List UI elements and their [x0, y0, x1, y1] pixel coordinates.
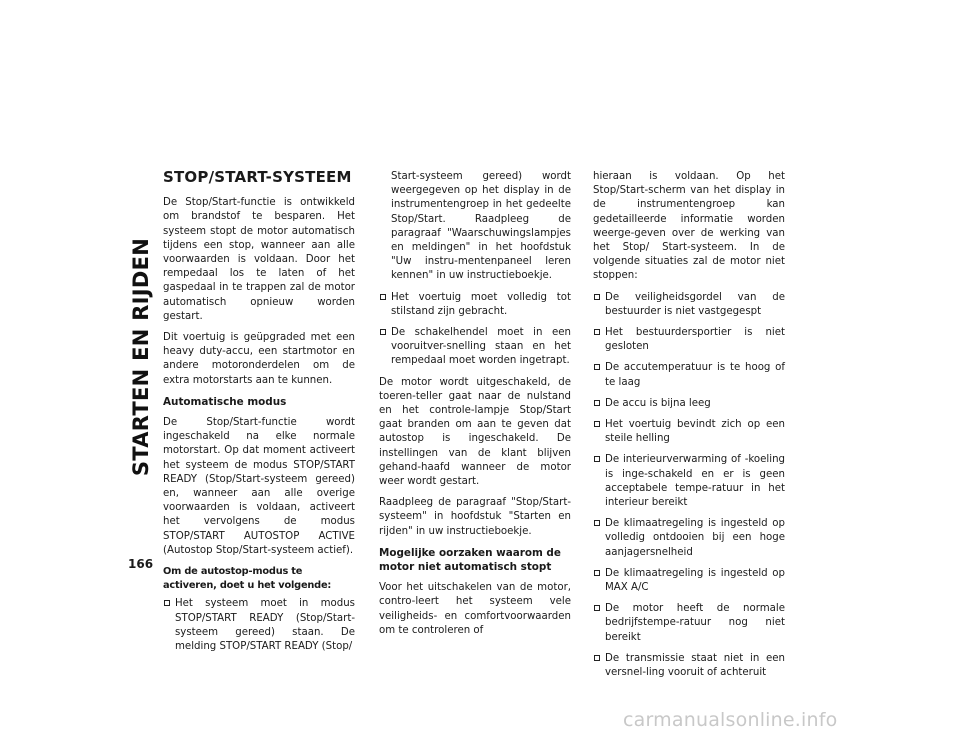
list-item: Het systeem moet in modus STOP/START READY (Stop/Start-systeem gereed) staan. De melding STOP/START READY (Stop/ [163, 597, 355, 654]
paragraph: De motor wordt uitgeschakeld, de toeren-teller gaat naar de nulstand en het controle-lampje Stop/Start gaat branden om aan te geven dat autostop is ingeschakeld. De instellingen van de klant blijven gehand-haafd wanneer de motor weer wordt gestart. [379, 376, 571, 488]
checkbox-square-icon [594, 655, 600, 661]
list-item: De motor heeft de normale bedrijfstempe-ratuur nog niet bereikt [593, 602, 785, 645]
list-item: De klimaatregeling is ingesteld op volledig ontdooien bij een hoge aanjagersnelheid [593, 517, 785, 560]
column-3 [593, 170, 785, 687]
checkbox-square-icon [164, 600, 170, 606]
paragraph: Dit voertuig is geüpgraded met een heavy duty-accu, een startmotor en andere motoronderdelen om de extra motorstarts aan te kunnen. [163, 332, 355, 386]
list-item: De klimaatregeling is ingesteld op MAX A/C [593, 567, 785, 595]
checkbox-square-icon [594, 520, 600, 526]
page-number: 166 [128, 557, 154, 571]
list-item: De schakelhendel moet in een vooruitver-snelling staan en het rempedaal moet worden ingetrapt. [379, 326, 571, 369]
checkbox-square-icon [594, 364, 600, 370]
chapter-side-title-text: STARTEN EN RIJDEN [129, 237, 153, 477]
chapter-side-title [127, 163, 155, 551]
list-item: De veiligheidsgordel van de bestuurder is niet vastgegespt [593, 291, 785, 319]
bullet-list [379, 291, 571, 369]
watermark: carmanualsonline.info [623, 709, 838, 731]
list-item: Het voertuig moet volledig tot stilstand zijn gebracht. [379, 291, 571, 319]
list-item: De accutemperatuur is te hoog of te laag [593, 361, 785, 389]
checkbox-square-icon [594, 456, 600, 462]
subheading-automatic-mode: Automatische modus [163, 395, 287, 408]
paragraph: Voor het uitschakelen van de motor, contro-leert het systeem vele veiligheids- en comfortvoorwaarden om te controleren of [379, 582, 571, 636]
list-item: Het voertuig bevindt zich op een steile helling [593, 418, 785, 446]
paragraph: De Stop/Start-functie wordt ingeschakeld na elke normale motorstart. Op dat moment activeert het systeem de modus STOP/START READY (Stop/Start-systeem gereed) en, wanneer aan alle overige voorwaarden is voldaan, activeert het vervolgens de modus STOP/START AUTOSTOP ACTIVE (Autostop Stop/Start-systeem actief). [163, 417, 355, 556]
paragraph-continuation: Start-systeem gereed) wordt weergegeven op het display in de instrumentengroep in het gedeelte Stop/Start. Raadpleeg de paragraaf "Waarschuwingslampjes en meldingen" in het hoofdstuk "Uw instru-mentenpaneel leren kennen" in uw instructieboekje. [391, 171, 571, 282]
checkbox-square-icon [380, 294, 386, 300]
paragraph: hieraan is voldaan. Op het Stop/Start-scherm van het display in de instrumentengroep kan gedetailleerde informatie worden weerge-geven over de werking van het Stop/ Start-systeem. In de volgende situaties zal de motor niet stoppen: [593, 171, 785, 282]
list-item: De accu is bijna leeg [593, 397, 785, 411]
column-1 [163, 170, 355, 661]
checkbox-square-icon [594, 421, 600, 427]
checkbox-square-icon [594, 400, 600, 406]
section-heading: STOP/START-SYSTEEM [163, 168, 352, 186]
checkbox-square-icon [594, 294, 600, 300]
bullet-list [593, 291, 785, 681]
subheading-activate-autostop: Om de autostop-modus te activeren, doet u het volgende: [163, 566, 332, 592]
list-item: Het bestuurdersportier is niet gesloten [593, 326, 785, 354]
subheading-possible-causes: Mogelijke oorzaken waarom de motor niet automatisch stopt [379, 546, 561, 574]
paragraph: Raadpleeg de paragraaf "Stop/Start-systeem" in hoofdstuk "Starten en rijden" in uw instructieboekje. [379, 497, 571, 537]
checkbox-square-icon [380, 329, 386, 335]
checkbox-square-icon [594, 570, 600, 576]
list-item: De transmissie staat niet in een versnel-ling vooruit of achteruit [593, 652, 785, 680]
checkbox-square-icon [594, 605, 600, 611]
column-2 [379, 170, 571, 645]
paragraph: De Stop/Start-functie is ontwikkeld om brandstof te besparen. Het systeem stopt de motor automatisch tijdens een stop, wanneer aan alle voorwaarden is voldaan. Door het rempedaal los te laten of het gaspedaal in te trappen zal de motor automatisch opnieuw worden gestart. [163, 197, 355, 322]
checkbox-square-icon [594, 329, 600, 335]
bullet-list [163, 597, 355, 654]
list-item: De interieurverwarming of -koeling is inge-schakeld en er is geen acceptabele tempe-ratuur in het interieur bereikt [593, 453, 785, 510]
